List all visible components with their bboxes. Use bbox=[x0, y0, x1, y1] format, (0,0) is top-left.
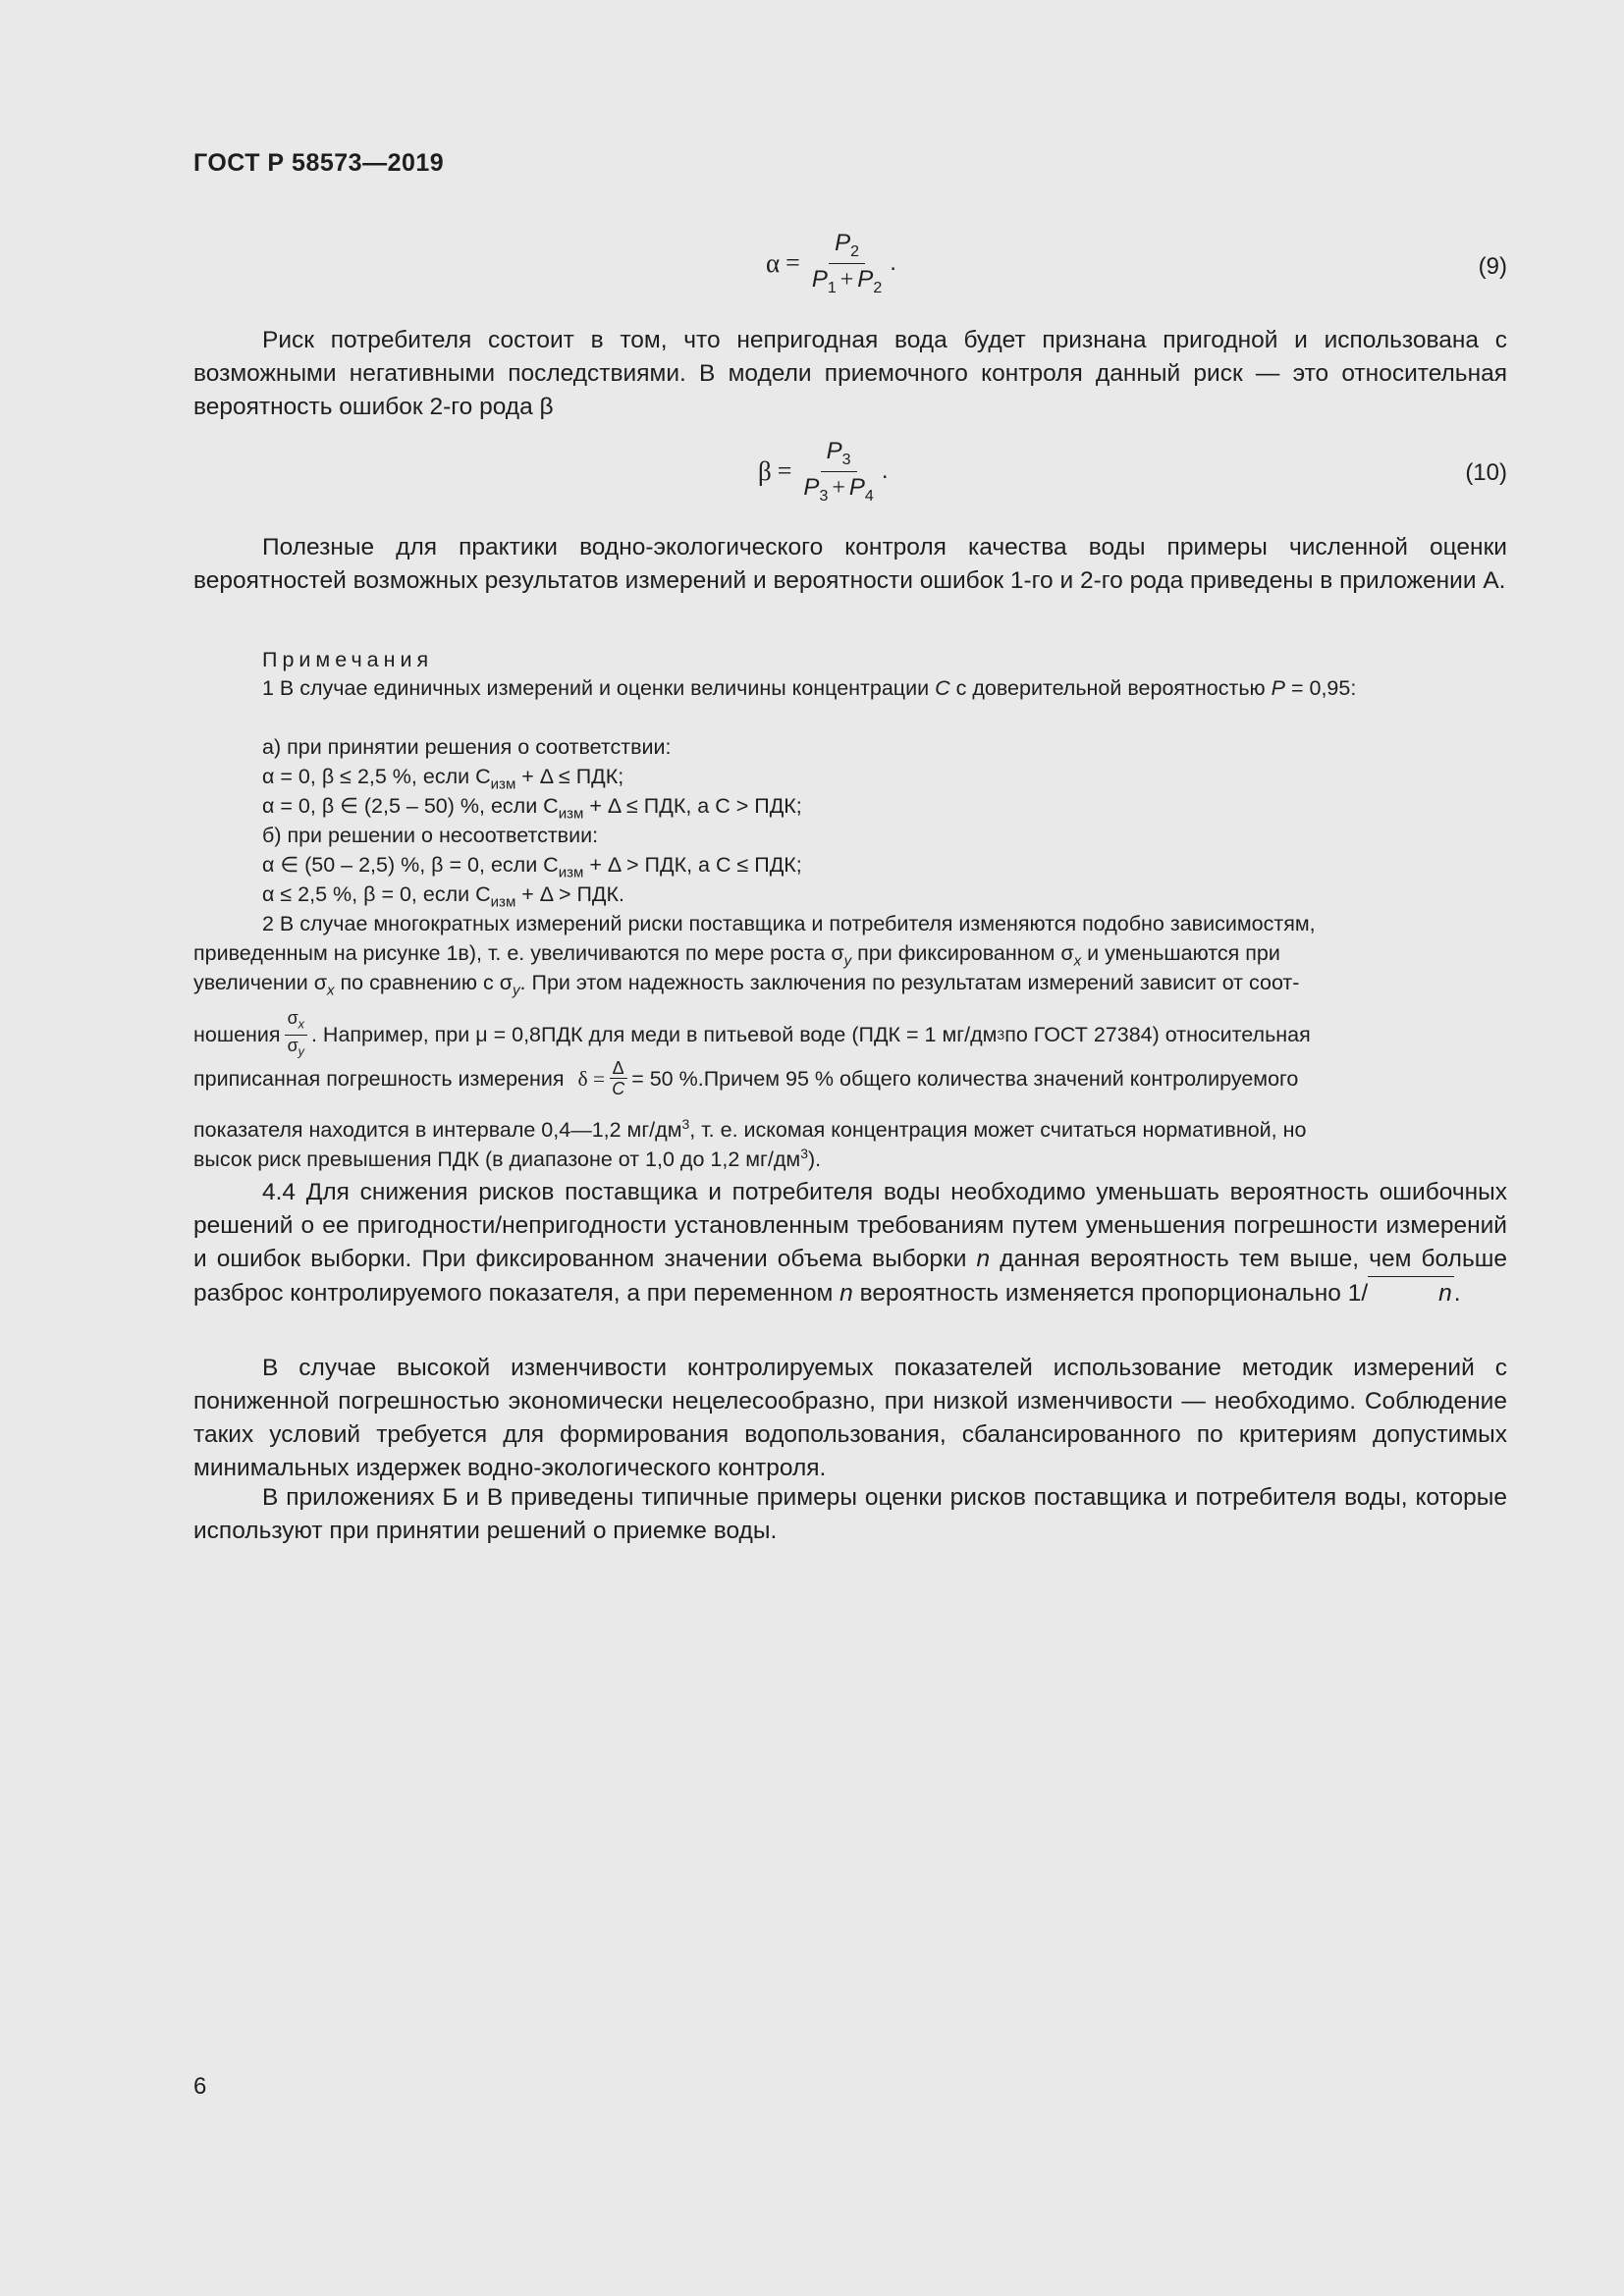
note-2-line-2: приведенным на рисунке 1в), т. е. увеличиваются по мере роста $\sigma_y$ при фиксированном $\sigma_x$ и уменьшаются при bbox=[193, 941, 1280, 970]
paragraph-appendices: В приложениях Б и В приведены типичные примеры оценки рисков поставщика и потребителя воды, которые используют при принятии решений о приемке воды. bbox=[193, 1484, 1507, 1544]
note-2-line-6: показателя находится в интервале 0,4—1,2 $мг/дм^3$, т. е. искомая концентрация может считаться нормативной, но bbox=[193, 1116, 1307, 1143]
formula-10-fraction: $\frac{P_3}{P_3 + P_4}$ bbox=[803, 438, 874, 505]
note-1-a2: α = 0, β ∈ (2,5 – 50) %, если $C_{изм} + \Delta$ ≤ ПДК, а C > ПДК; bbox=[262, 794, 802, 823]
formula-10-lhs: β bbox=[758, 455, 772, 486]
sqrt-n: n bbox=[1368, 1276, 1454, 1310]
formula-9: α = $\frac{P_2}{P_1 + P_2}$ . bbox=[766, 230, 896, 296]
note-1-a-label: а) при принятии решения о соответствии: bbox=[262, 735, 672, 759]
paragraph-consumer-risk: Риск потребителя состоит в том, что непригодная вода будет признана пригодной и использована с возможными негативными последствиями. В модели приемочного контроля данный риск — это относительная вероятность ошибок 2-го рода β bbox=[193, 327, 1507, 420]
note-2-line-5: приписанная погрешность измерения δ = $\frac{\Delta}{C}$ = 50 %. Причем 95 % общего количества значений контролируемого bbox=[193, 1058, 1299, 1098]
notes-title: Примечания bbox=[262, 648, 434, 671]
equation-number-9: (9) bbox=[1478, 253, 1507, 280]
note-1-b-label: б) при решении о несоответствии: bbox=[262, 824, 599, 847]
equation-number-10: (10) bbox=[1465, 459, 1507, 486]
note-2-line-1: 2 В случае многократных измерений риски поставщика и потребителя изменяются подобно зависимостям, bbox=[262, 912, 1316, 935]
note-1-b2: α ≤ 2,5 %, β = 0, если $C_{изм} + \Delta$ > ПДК. bbox=[262, 882, 624, 911]
formula-9-lhs: α bbox=[766, 247, 781, 278]
equals-sign: = bbox=[777, 456, 792, 486]
document-header: ГОСТ Р 58573—2019 bbox=[193, 149, 445, 177]
note-2-line-7: высок риск превышения ПДК (в диапазоне от 1,0 до 1,2 $мг/дм^3$). bbox=[193, 1146, 822, 1172]
paragraph-4-4: 4.4 Для снижения рисков поставщика и потребителя воды необходимо уменьшать вероятность ошибочных решений о ее пригодности/непригодности установленным требованиям путем уменьшения погрешности измерений и ошибок выборки. При фиксированном значении объема выборки n данная вероятность тем выше, чем больше разброс контролируемого показателя, а при переменном n вероятность изменяется пропорционально 1/ n. bbox=[193, 1176, 1507, 1310]
note-1: 1 В случае единичных измерений и оценки величины концентрации C с доверительной вероятностью P = 0,95: bbox=[262, 676, 1357, 700]
note-2-line-3: увеличении $\sigma_x$ по сравнению с $\sigma_y$. При этом надежность заключения по результатам измерений зависит от соот- bbox=[193, 971, 1300, 999]
paragraph-useful-examples: Полезные для практики водно-экологического контроля качества воды примеры численной оценки вероятностей возможных результатов измерений и вероятности ошибок 1-го и 2-го рода приведены в приложении А. bbox=[193, 534, 1507, 594]
delta-fraction: $\frac{\Delta}{C}$ bbox=[609, 1058, 627, 1098]
page-number: 6 bbox=[193, 2073, 207, 2100]
paragraph-high-variability: В случае высокой изменчивости контролируемых показателей использование методик измерений с пониженной погрешностью экономически нецелесообразно, при низкой изменчивости — необходимо. Соблюдение таких условий требуется для формирования водопользования, сбалансированного по критериям допустимых минимальных издержек водно-экологического контроля. bbox=[193, 1355, 1507, 1481]
note-2-line-4: ношения $\frac{\sigma_x}{\sigma_y}$ . Например, при μ = 0,8ПДК для меди в питьевой воде (ПДК = 1 мг/дм 3 по ГОСТ 27384) относительная bbox=[193, 1008, 1311, 1061]
formula-9-fraction: $\frac{P_2}{P_1 + P_2}$ bbox=[811, 230, 883, 296]
sigma-ratio-fraction: $\frac{\sigma_x}{\sigma_y}$ bbox=[285, 1008, 307, 1061]
equals-sign: = bbox=[785, 248, 800, 278]
formula-10: β = $\frac{P_3}{P_3 + P_4}$ . bbox=[758, 438, 889, 505]
note-1-a1: α = 0, β ≤ 2,5 %, если $C_{изм} + \Delta$ ≤ ПДК; bbox=[262, 765, 624, 793]
note-1-b1: α ∈ (50 – 2,5) %, β = 0, если $C_{изм} + \Delta$ > ПДК, а C ≤ ПДК; bbox=[262, 853, 802, 881]
